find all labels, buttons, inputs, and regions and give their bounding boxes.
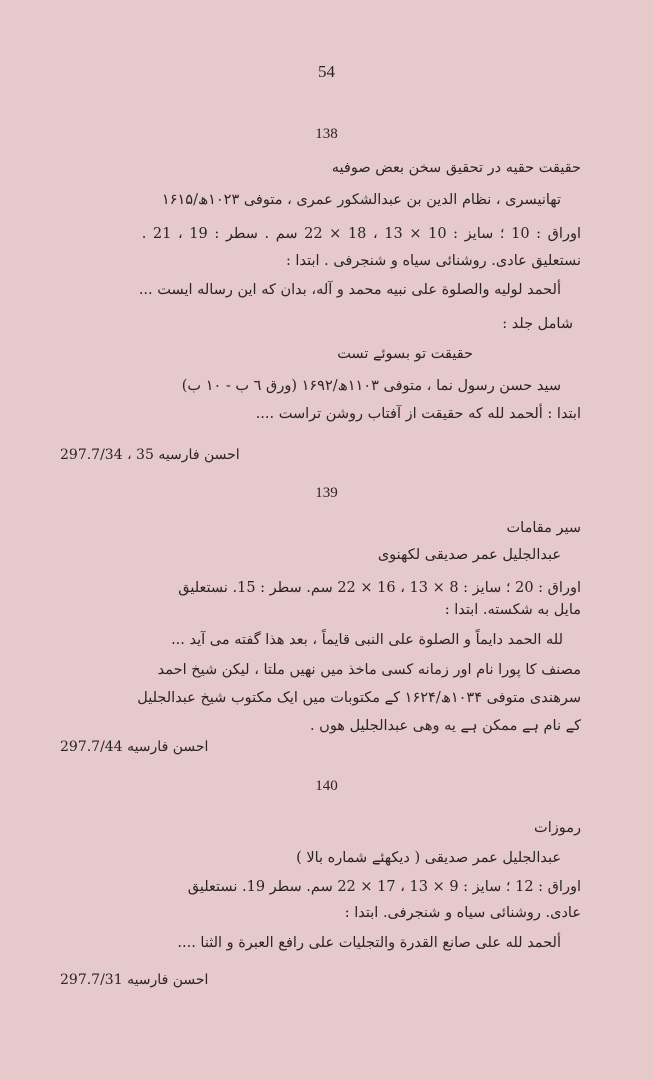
shelf-mark: احسن فارسیه 35 ، 297.7/34 [60,447,240,463]
entry-title: سیر مقامات [506,520,581,536]
note-line: سرهندی متوفی ۱۰۳۴ھ/۱۶۲۴ کے مکتوبات میں ایک مکتوب شیخ عبدالجلیل [137,690,581,706]
physical-description: اوراق : 10 ؛ سایز : 10 × 13 ، 18 × 22 سم . سطر : 19 ، 21 . [141,226,581,242]
included-author: سید حسن رسول نما ، متوفی ۱۱۰۳ھ/۱۶۹۲ (ورق ٦ ب - ١٠ ب) [181,378,561,394]
script-description: عادی. روشنائی سیاه و شنجرفی. ابتدا : [344,905,581,921]
entry-number: 140 [315,778,338,794]
physical-description: اوراق : 20 ؛ سایز : 8 × 13 ، 16 × 22 سم. سطر : 15. نستعلیق [178,580,581,596]
entry-title: رموزات [534,820,581,836]
page-number: 54 [318,62,335,81]
author-line: عبدالجلیل عمر صدیقی لکهنوی [377,547,561,563]
author-line: عبدالجلیل عمر صدیقی ( دیکھئے شماره بالا ) [296,850,561,866]
entry-number: 139 [315,485,338,501]
incipit-text: ألحمد لولیه والصلوة علی نبیه محمد و آله، بدان که این رساله ایست ... [138,282,561,298]
shelf-mark: احسن فارسیه 297.7/44 [60,739,209,755]
included-title: حقیقت تو بسوئے تست [337,346,473,362]
author-line: تهانیسری ، نظام الدین بن عبدالشکور عمری ، متوفی ۱۰۲۳ھ/۱۶۱۵ [161,192,561,208]
physical-description: اوراق : 12 ؛ سایز : 9 × 13 ، 17 × 22 سم. سطر 19. نستعلیق [187,879,581,895]
note-line: مصنف کا پورا نام اور زمانه کسی ماخذ میں نهیں ملتا ، لیکن شیخ احمد [157,662,581,678]
entry-number: 138 [315,126,338,142]
script-description: نستعلیق عادی. روشنائی سیاه و شنجرفی . ابتدا : [285,253,581,269]
script-description: مایل به شکسته. ابتدا : [444,602,581,618]
note-line: کے نام ہے ممکن ہے یه وهی عبدالجلیل هوں . [309,718,581,734]
bound-with-label: شامل جلد : [502,316,573,332]
shelf-mark: احسن فارسیه 297.7/31 [60,972,209,988]
included-incipit: ابتدا : ألحمد لله که حقیقت از آفتاب روشن تراست .... [255,406,581,422]
incipit-text: لله الحمد دایماً و الصلوة علی النبی قایماً ، بعد هذا گفته می آید ... [171,632,563,648]
entry-title: حقیقت حقیه در تحقیق سخن بعض صوفیه [331,160,581,176]
incipit-text: ألحمد لله علی صانع القدرة والتجلیات علی رافع العبرة و الثنا .... [177,935,561,951]
